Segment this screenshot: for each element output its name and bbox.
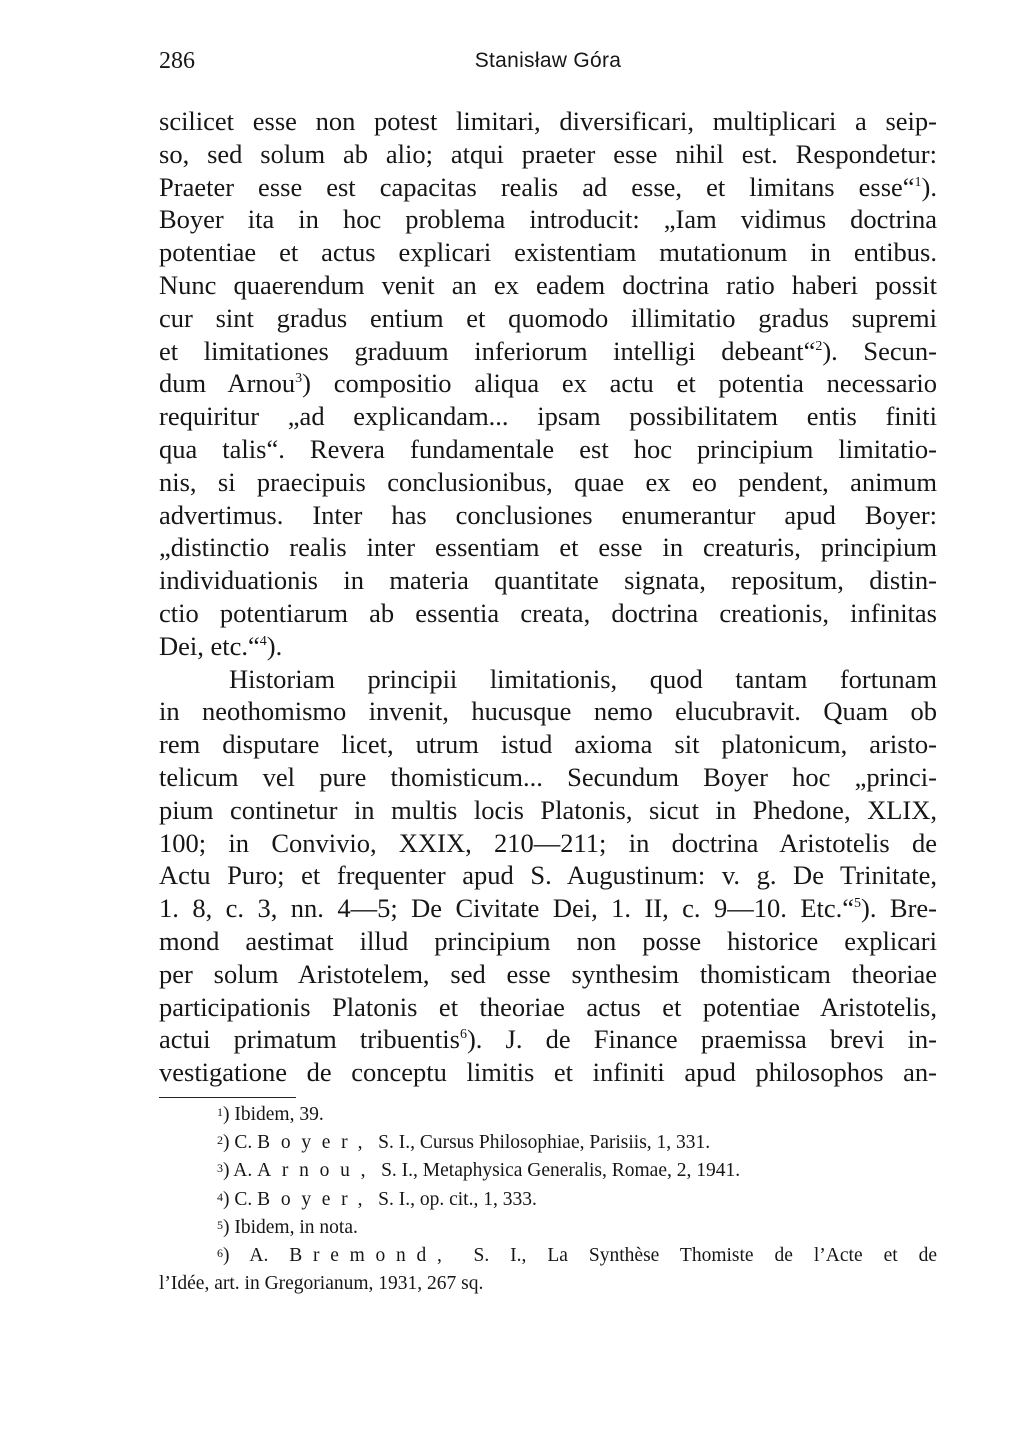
footnote-reference: 4: [259, 633, 267, 649]
body-text: [159, 105, 937, 1089]
footnote-reference: 6: [459, 1027, 467, 1043]
line-text: „distinctio realis inter essentiam et esse in creaturis, principium: [159, 532, 937, 563]
page-header: [159, 44, 937, 78]
text-line: [159, 138, 937, 171]
line-text: telicum vel pure thomisticum... Secundum Boyer hoc „princi-: [159, 761, 937, 792]
line-text-after: ). Secun-: [822, 335, 937, 366]
footnote-author: Bremond,: [289, 1244, 453, 1266]
footnote-text-rest: S. I., Metaphysica Generalis, Romae, 2, 1941.: [376, 1160, 741, 1182]
line-text: actui primatum tribuentis: [159, 1024, 460, 1055]
footnote-text: ) Ibidem, in nota.: [223, 1216, 358, 1238]
text-line: [159, 236, 937, 269]
line-text: scilicet esse non potest limitari, diversificari, multiplicari a seip-: [159, 106, 937, 136]
text-line: [159, 171, 937, 204]
footnote-text: ) A.: [223, 1160, 258, 1182]
text-line: [159, 630, 937, 663]
footnote: [159, 1129, 937, 1157]
page-number: 286: [159, 48, 195, 74]
line-text: per solum Aristotelem, sed esse synthesim thomisticam theoriae: [159, 958, 937, 989]
text-line: [159, 859, 937, 892]
text-line: [159, 597, 937, 630]
line-text: 100; in Convivio, XXIX, 210—211; in doctrina Aristotelis de: [159, 827, 937, 858]
line-text: in neothomismo invenit, hucusque nemo elucubravit. Quam ob: [159, 696, 937, 727]
text-line: [159, 499, 937, 532]
text-line: [159, 892, 937, 925]
footnote-marker: 1: [217, 1105, 223, 1119]
line-text: mond aestimat illud principium non posse historice explicari: [159, 925, 937, 956]
footnote-author: Boyer,: [257, 1188, 374, 1210]
footnote-text-rest: S. I., La Synthèse Thomiste de l’Acte et de: [452, 1244, 938, 1266]
text-line: [159, 466, 937, 499]
line-text: Praeter esse est capacitas realis ad esse, et limitans esse“: [159, 171, 915, 202]
footnote: [159, 1214, 937, 1242]
footnote-text-rest: S. I., Cursus Philosophiae, Parisiis, 1, 331.: [373, 1132, 711, 1154]
footnote-reference: 5: [854, 896, 862, 912]
text-line: [159, 794, 937, 827]
line-text: Nunc quaerendum venit an ex eadem doctrina ratio haberi possit: [159, 269, 937, 300]
text-line: [159, 1056, 937, 1089]
text-line: [159, 400, 937, 433]
line-text: 1. 8, c. 3, nn. 4—5; De Civitate Dei, 1. II, c. 9—10. Etc.“: [159, 893, 855, 924]
line-text: nis, si praecipuis conclusionibus, quae ex eo pendent, animum: [159, 466, 937, 497]
footnotes: [159, 1101, 937, 1298]
line-text: cur sint gradus entium et quomodo illimitatio gradus supremi: [159, 302, 937, 333]
line-text-after: ) compositio aliqua ex actu et potentia necessario: [302, 368, 937, 399]
line-text: dum Arnou: [159, 368, 296, 399]
line-text: pium continetur in multis locis Platonis, sicut in Phedone, XLIX,: [159, 794, 937, 825]
line-text: requiritur „ad explicandam... ipsam possibilitatem entis finiti: [159, 401, 937, 432]
footnote-text: ) Ibidem, 39.: [223, 1104, 324, 1125]
text-line: [159, 695, 937, 728]
footnote: [159, 1157, 937, 1185]
footnote-text: l’Idée, art. in Gregorianum, 1931, 267 sq.: [159, 1273, 484, 1295]
line-text: Actu Puro; et frequenter apud S. Augustinum: v. g. De Trinitate,: [159, 860, 937, 891]
line-text: et limitationes graduum inferiorum intelligi debeant“: [159, 335, 816, 366]
text-line: [159, 827, 937, 860]
footnote-marker: 6: [217, 1245, 223, 1260]
line-text-after: ).: [921, 171, 937, 202]
text-line: [159, 958, 937, 991]
text-line: [159, 991, 937, 1024]
text-line: [159, 531, 937, 564]
running-title: Stanisław Góra: [474, 49, 622, 72]
footnote-text: ) A.: [223, 1244, 290, 1266]
footnote-text-rest: S. I., op. cit., 1, 333.: [373, 1188, 537, 1210]
footnote-author: Boyer,: [257, 1132, 374, 1154]
text-line: [159, 1023, 937, 1056]
line-text: ctio potentiarum ab essentia creata, doctrina creationis, infinitas: [159, 597, 937, 628]
footnote-text: ) C.: [223, 1132, 258, 1154]
text-line: [159, 269, 937, 302]
line-text: Boyer ita in hoc problema introducit: „Iam vidimus doctrina: [159, 204, 937, 235]
footnote-reference: 2: [815, 338, 823, 354]
text-line: [159, 663, 937, 696]
text-line: [159, 761, 937, 794]
text-line: [159, 367, 937, 400]
footnote-marker: 4: [217, 1189, 223, 1204]
footnote-marker: 2: [217, 1133, 223, 1148]
line-text: rem disputare licet, utrum istud axioma sit platonicum, aristo-: [159, 729, 937, 760]
text-line: [159, 203, 937, 236]
footnote-reference: 3: [295, 371, 303, 387]
text-line: [159, 105, 937, 138]
line-text: qua talis“. Revera fundamentale est hoc principium limitatio-: [159, 433, 937, 464]
footnote-marker: 5: [217, 1217, 223, 1232]
line-text: individuationis in materia quantitate signata, repositum, distin-: [159, 565, 937, 596]
line-text: vestigatione de conceptu limitis et infiniti apud philosophos an-: [159, 1057, 937, 1088]
text-line: [159, 728, 937, 761]
text-line: [159, 925, 937, 958]
text-line: [159, 335, 937, 368]
line-text: so, sed solum ab alio; atqui praeter esse nihil est. Respondetur:: [159, 138, 937, 169]
line-text-after: ). J. de Finance praemissa brevi in-: [466, 1024, 938, 1055]
text-line: [159, 302, 937, 335]
line-text-after: ).: [266, 630, 283, 661]
footnote-author: Arnou,: [257, 1160, 377, 1182]
text-line: [159, 564, 937, 597]
footnote: [159, 1101, 937, 1129]
line-text: potentiae et actus explicari existentiam mutationum in entibus.: [159, 237, 937, 268]
footnote: [159, 1242, 937, 1270]
footnote: [159, 1186, 937, 1214]
line-text: Historiam principii limitationis, quod tantam fortunam: [229, 663, 937, 694]
footnote-text: ) C.: [223, 1188, 258, 1210]
footnote-marker: 3: [217, 1161, 223, 1176]
line-text: participationis Platonis et theoriae actus et potentiae Aristotelis,: [159, 991, 937, 1022]
footnote: [159, 1270, 937, 1298]
line-text: advertimus. Inter has conclusiones enumerantur apud Boyer:: [159, 499, 937, 530]
line-text-after: ). Bre-: [861, 893, 937, 924]
text-line: [159, 433, 937, 466]
footnote-rule: [159, 1097, 296, 1098]
footnote-reference: 1: [914, 174, 922, 190]
line-text: Dei, etc.“: [159, 630, 260, 661]
